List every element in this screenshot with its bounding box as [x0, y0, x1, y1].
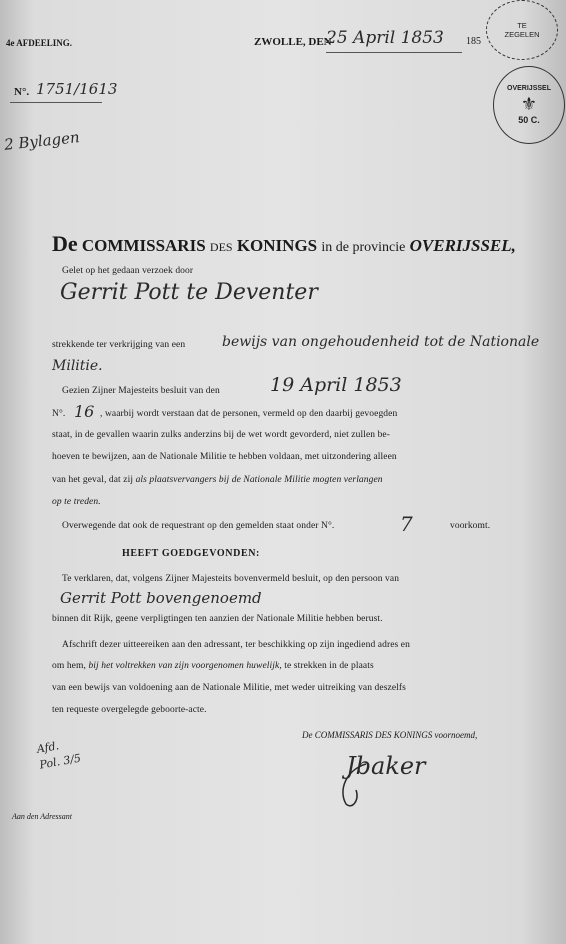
- decree-line-5: op te treden.: [52, 497, 101, 507]
- afschrift-line-2: [52, 661, 374, 671]
- title-des: DES: [209, 240, 233, 254]
- overwegende-line: Overwegende dat ook de requestrant op den gemelden staat onder N°.: [62, 521, 335, 531]
- afschrift-line-2-italic: bij het voltrekken van zijn voorgenomen huwelijk,: [88, 661, 282, 671]
- decree-line-4-start: van het geval, dat zij: [52, 475, 134, 485]
- decree-number-label: N°.: [52, 409, 66, 419]
- decree-date-handwritten: 19 April 1853: [270, 374, 402, 396]
- gezien-line: Gezien Zijner Majesteits besluit van den: [62, 386, 220, 396]
- province-stamp: [493, 66, 565, 144]
- afschrift-line-3: van een bewijs van voldoening aan de Nationale Militie, met weder uitreiking van deszelfs: [52, 683, 406, 693]
- province-stamp-name: OVERIJSSEL: [507, 85, 551, 92]
- decree-line-4: [52, 475, 383, 485]
- department-label: 4e AFDEELING.: [6, 38, 73, 48]
- heeft-goedgevonden: HEEFT GOEDGEVONDEN:: [122, 548, 260, 559]
- title-rest: in de provincie: [321, 240, 406, 255]
- duty-stamp: [486, 0, 558, 60]
- afschrift-line-4: ten requeste overgelegde geboorte-acte.: [52, 705, 207, 715]
- crest-icon: ⚜: [520, 94, 538, 114]
- decree-number-handwritten: 16: [74, 402, 95, 421]
- decree-line-4-italic: als plaatsvervangers bij de Nationale Militie mogten verlangen: [135, 475, 383, 485]
- gelet-line: Gelet op het gedaan verzoek door: [62, 266, 194, 276]
- signature-flourish: [336, 760, 376, 810]
- footer-addressee: Aan den Adressant: [12, 812, 72, 821]
- number-underline: [10, 102, 102, 103]
- afschrift-line-1: Afschrift dezer uitteereiken aan den adressant, ter beschikking op zijn ingediend adres en: [62, 640, 410, 650]
- date-handwritten: 25 April 1853: [326, 28, 444, 48]
- title-province: OVERIJSSEL,: [409, 236, 516, 255]
- province-stamp-value: 50 C.: [518, 115, 540, 125]
- militia-handwritten: Militie.: [52, 358, 103, 374]
- decree-line-1: , waarbij wordt verstaan dat de personen, vermeld op den daarbij gevoegden: [100, 409, 398, 419]
- title-de: De: [52, 231, 78, 256]
- number-handwritten: 1751/1613: [36, 80, 118, 98]
- afschrift-line-2-start: om hem,: [52, 661, 86, 671]
- decree-line-3: hoeven te bewijzen, aan de Nationale Militie te hebben voldaan, met uitzondering alleen: [52, 452, 397, 462]
- certificate-handwritten: bewijs van ongehoudenheid tot de Nationale: [222, 334, 540, 350]
- list-number-handwritten: 7: [400, 512, 413, 536]
- binnen-line: binnen dit Rijk, geene verpligtingen ten aanzien der Nationale Militie hebben berust.: [52, 614, 383, 624]
- voorkomt-word: voorkomt.: [450, 521, 491, 531]
- number-label: N°.: [14, 86, 30, 98]
- afschrift-line-2-end: te strekken in de plaats: [284, 661, 374, 671]
- year-printed: 185: [466, 36, 481, 47]
- title-konings: KONINGS: [236, 236, 318, 255]
- verklaren-line: Te verklaren, dat, volgens Zijner Majesteits bovenvermeld besluit, op den persoon van: [62, 574, 400, 584]
- enclosures-handwritten: 2 Bylagen: [3, 128, 81, 154]
- duty-stamp-text: TE ZEGELEN: [504, 21, 540, 39]
- closing-line: De COMMISSARIS DES KONINGS voornoemd,: [302, 730, 478, 740]
- city-label: ZWOLLE, DEN: [254, 36, 332, 48]
- document-title: [52, 231, 516, 257]
- signature: Jbaker: [346, 752, 426, 780]
- decree-line-2: staat, in de gevallen waarin zulks anderzins bij de wet wordt gevorderd, niet zullen be-: [52, 430, 391, 440]
- petitioner-handwritten: Gerrit Pott te Deventer: [60, 280, 318, 305]
- strekkende-line: strekkende ter verkrijging van een: [52, 340, 186, 350]
- title-commissaris: COMMISSARIS: [81, 236, 206, 255]
- person-handwritten: Gerrit Pott bovengenoemd: [60, 589, 262, 607]
- date-underline: [326, 52, 462, 53]
- margin-note-handwritten: Afd. Pol. 3/5: [35, 739, 82, 772]
